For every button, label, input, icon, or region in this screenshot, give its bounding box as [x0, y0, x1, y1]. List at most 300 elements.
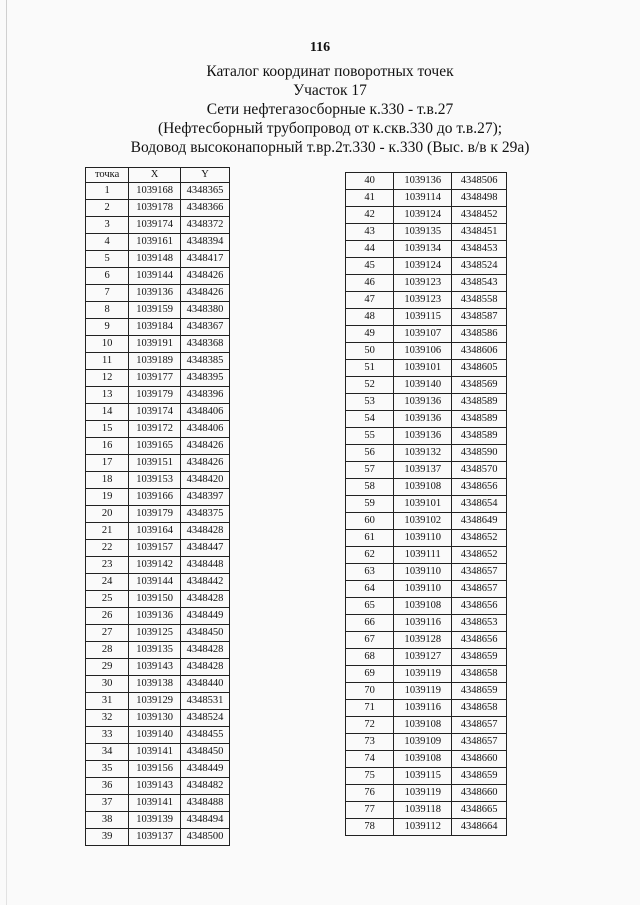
cell-x: 1039108	[394, 751, 452, 768]
cell-point: 6	[86, 268, 129, 285]
cell-point: 25	[86, 591, 129, 608]
table-row	[86, 523, 230, 540]
title-line-5: Водовод высоконапорный т.вр.2т.330 - к.330 (Выс. в/в к 29а)	[130, 139, 530, 156]
cell-point: 22	[86, 540, 129, 557]
cell-x: 1039110	[394, 530, 452, 547]
cell-x: 1039108	[394, 717, 452, 734]
cell-x: 1039101	[394, 360, 452, 377]
cell-y: 4348654	[452, 496, 507, 513]
cell-y: 4348426	[181, 455, 230, 472]
cell-point: 3	[86, 217, 129, 234]
table-row	[86, 234, 230, 251]
table-row	[86, 829, 230, 846]
cell-x: 1039101	[394, 496, 452, 513]
cell-y: 4348396	[181, 387, 230, 404]
cell-y: 4348652	[452, 530, 507, 547]
cell-y: 4348658	[452, 700, 507, 717]
cell-y: 4348660	[452, 751, 507, 768]
cell-point: 40	[346, 173, 394, 190]
cell-x: 1039110	[394, 564, 452, 581]
cell-x: 1039141	[129, 744, 181, 761]
cell-y: 4348367	[181, 319, 230, 336]
cell-x: 1039119	[394, 666, 452, 683]
cell-point: 51	[346, 360, 394, 377]
cell-x: 1039144	[129, 268, 181, 285]
table-row	[346, 258, 507, 275]
cell-y: 4348455	[181, 727, 230, 744]
cell-x: 1039166	[129, 489, 181, 506]
table-row	[346, 734, 507, 751]
cell-x: 1039119	[394, 683, 452, 700]
cell-x: 1039141	[129, 795, 181, 812]
cell-y: 4348653	[452, 615, 507, 632]
cell-y: 4348420	[181, 472, 230, 489]
table-row	[346, 768, 507, 785]
cell-y: 4348482	[181, 778, 230, 795]
cell-x: 1039116	[394, 700, 452, 717]
cell-x: 1039115	[394, 309, 452, 326]
cell-y: 4348656	[452, 479, 507, 496]
cell-point: 78	[346, 819, 394, 836]
cell-point: 49	[346, 326, 394, 343]
cell-point: 63	[346, 564, 394, 581]
table-row	[346, 547, 507, 564]
cell-y: 4348380	[181, 302, 230, 319]
cell-point: 31	[86, 693, 129, 710]
cell-y: 4348558	[452, 292, 507, 309]
table-row	[86, 812, 230, 829]
cell-point: 76	[346, 785, 394, 802]
table-row	[346, 377, 507, 394]
header-x: X	[129, 168, 181, 183]
table-row	[346, 751, 507, 768]
cell-y: 4348570	[452, 462, 507, 479]
cell-x: 1039135	[394, 224, 452, 241]
cell-y: 4348428	[181, 659, 230, 676]
table-row	[346, 530, 507, 547]
cell-x: 1039168	[129, 183, 181, 200]
cell-point: 28	[86, 642, 129, 659]
cell-point: 26	[86, 608, 129, 625]
cell-point: 58	[346, 479, 394, 496]
cell-y: 4348428	[181, 523, 230, 540]
cell-point: 57	[346, 462, 394, 479]
cell-point: 67	[346, 632, 394, 649]
table-row	[86, 200, 230, 217]
table-row	[86, 472, 230, 489]
cell-y: 4348452	[452, 207, 507, 224]
cell-x: 1039164	[129, 523, 181, 540]
table-row	[346, 309, 507, 326]
cell-x: 1039128	[394, 632, 452, 649]
table-row	[346, 326, 507, 343]
cell-point: 53	[346, 394, 394, 411]
cell-y: 4348428	[181, 591, 230, 608]
cell-y: 4348543	[452, 275, 507, 292]
cell-x: 1039115	[394, 768, 452, 785]
cell-point: 60	[346, 513, 394, 530]
cell-point: 16	[86, 438, 129, 455]
cell-point: 68	[346, 649, 394, 666]
page-edge-line	[6, 0, 7, 905]
cell-point: 70	[346, 683, 394, 700]
table-row	[86, 761, 230, 778]
cell-y: 4348531	[181, 693, 230, 710]
table-row	[346, 343, 507, 360]
cell-point: 27	[86, 625, 129, 642]
cell-x: 1039137	[129, 829, 181, 846]
cell-x: 1039143	[129, 659, 181, 676]
table-row	[346, 785, 507, 802]
cell-x: 1039136	[394, 173, 452, 190]
cell-point: 12	[86, 370, 129, 387]
table-row	[346, 513, 507, 530]
cell-x: 1039140	[129, 727, 181, 744]
cell-point: 32	[86, 710, 129, 727]
cell-x: 1039139	[129, 812, 181, 829]
table-row	[86, 285, 230, 302]
table-row	[86, 421, 230, 438]
cell-y: 4348657	[452, 581, 507, 598]
cell-y: 4348589	[452, 411, 507, 428]
table-row	[86, 438, 230, 455]
table-row	[86, 183, 230, 200]
cell-x: 1039130	[129, 710, 181, 727]
cell-point: 42	[346, 207, 394, 224]
cell-y: 4348450	[181, 744, 230, 761]
cell-x: 1039184	[129, 319, 181, 336]
table-row	[86, 744, 230, 761]
cell-point: 41	[346, 190, 394, 207]
cell-x: 1039102	[394, 513, 452, 530]
cell-point: 52	[346, 377, 394, 394]
cell-y: 4348450	[181, 625, 230, 642]
cell-y: 4348524	[452, 258, 507, 275]
cell-y: 4348375	[181, 506, 230, 523]
cell-x: 1039172	[129, 421, 181, 438]
table-row	[86, 489, 230, 506]
cell-x: 1039136	[129, 608, 181, 625]
cell-x: 1039178	[129, 200, 181, 217]
cell-x: 1039159	[129, 302, 181, 319]
cell-x: 1039153	[129, 472, 181, 489]
table-row	[86, 353, 230, 370]
cell-x: 1039124	[394, 258, 452, 275]
cell-x: 1039179	[129, 387, 181, 404]
table-row	[346, 411, 507, 428]
table-row	[346, 819, 507, 836]
table-row	[346, 666, 507, 683]
table-row	[86, 608, 230, 625]
table-row	[346, 462, 507, 479]
cell-x: 1039174	[129, 404, 181, 421]
table-row	[346, 598, 507, 615]
cell-point: 74	[346, 751, 394, 768]
cell-x: 1039114	[394, 190, 452, 207]
cell-x: 1039111	[394, 547, 452, 564]
table-row	[86, 319, 230, 336]
title-line-4: (Нефтесборный трубопровод от к.скв.330 до т.в.27);	[157, 120, 503, 137]
title-line-1: Каталог координат поворотных точек	[206, 63, 454, 80]
cell-y: 4348372	[181, 217, 230, 234]
cell-point: 43	[346, 224, 394, 241]
cell-point: 59	[346, 496, 394, 513]
cell-point: 54	[346, 411, 394, 428]
table-row	[346, 241, 507, 258]
cell-x: 1039106	[394, 343, 452, 360]
cell-point: 64	[346, 581, 394, 598]
cell-y: 4348606	[452, 343, 507, 360]
cell-x: 1039109	[394, 734, 452, 751]
cell-point: 8	[86, 302, 129, 319]
cell-point: 14	[86, 404, 129, 421]
table-row	[86, 642, 230, 659]
table-row	[86, 625, 230, 642]
cell-x: 1039118	[394, 802, 452, 819]
cell-x: 1039161	[129, 234, 181, 251]
table-row	[346, 173, 507, 190]
table-row	[346, 649, 507, 666]
cell-y: 4348664	[452, 819, 507, 836]
cell-y: 4348657	[452, 734, 507, 751]
cell-y: 4348524	[181, 710, 230, 727]
cell-x: 1039112	[394, 819, 452, 836]
table-body-left	[86, 183, 230, 846]
cell-y: 4348657	[452, 717, 507, 734]
cell-x: 1039177	[129, 370, 181, 387]
cell-x: 1039116	[394, 615, 452, 632]
cell-y: 4348426	[181, 438, 230, 455]
cell-y: 4348449	[181, 608, 230, 625]
cell-y: 4348657	[452, 564, 507, 581]
cell-point: 1	[86, 183, 129, 200]
cell-x: 1039140	[394, 377, 452, 394]
cell-x: 1039156	[129, 761, 181, 778]
table-row	[86, 251, 230, 268]
cell-point: 71	[346, 700, 394, 717]
table-row	[86, 778, 230, 795]
cell-x: 1039108	[394, 479, 452, 496]
cell-y: 4348587	[452, 309, 507, 326]
table-row	[86, 591, 230, 608]
cell-y: 4348453	[452, 241, 507, 258]
cell-point: 24	[86, 574, 129, 591]
cell-point: 23	[86, 557, 129, 574]
cell-point: 45	[346, 258, 394, 275]
table-row	[86, 676, 230, 693]
table-row	[86, 336, 230, 353]
table-row	[346, 496, 507, 513]
cell-y: 4348500	[181, 829, 230, 846]
cell-point: 7	[86, 285, 129, 302]
cell-x: 1039134	[394, 241, 452, 258]
table-row	[346, 275, 507, 292]
table-row	[86, 217, 230, 234]
cell-point: 39	[86, 829, 129, 846]
cell-x: 1039125	[129, 625, 181, 642]
table-row	[86, 795, 230, 812]
cell-y: 4348586	[452, 326, 507, 343]
cell-y: 4348488	[181, 795, 230, 812]
table-row	[346, 717, 507, 734]
cell-point: 73	[346, 734, 394, 751]
cell-x: 1039135	[129, 642, 181, 659]
cell-x: 1039123	[394, 275, 452, 292]
header-y: Y	[181, 168, 230, 183]
cell-x: 1039138	[129, 676, 181, 693]
cell-y: 4348660	[452, 785, 507, 802]
cell-y: 4348656	[452, 632, 507, 649]
cell-y: 4348451	[452, 224, 507, 241]
cell-x: 1039119	[394, 785, 452, 802]
cell-point: 47	[346, 292, 394, 309]
cell-point: 35	[86, 761, 129, 778]
cell-point: 19	[86, 489, 129, 506]
cell-y: 4348366	[181, 200, 230, 217]
table-row	[86, 387, 230, 404]
cell-x: 1039174	[129, 217, 181, 234]
cell-y: 4348397	[181, 489, 230, 506]
cell-y: 4348665	[452, 802, 507, 819]
cell-point: 29	[86, 659, 129, 676]
table-row	[346, 802, 507, 819]
table-row	[86, 710, 230, 727]
cell-y: 4348394	[181, 234, 230, 251]
cell-x: 1039191	[129, 336, 181, 353]
coordinates-table-right	[345, 172, 507, 836]
cell-y: 4348652	[452, 547, 507, 564]
table-row	[346, 615, 507, 632]
table-row	[86, 574, 230, 591]
cell-x: 1039136	[129, 285, 181, 302]
cell-y: 4348426	[181, 268, 230, 285]
cell-y: 4348448	[181, 557, 230, 574]
cell-x: 1039143	[129, 778, 181, 795]
cell-x: 1039136	[394, 428, 452, 445]
cell-y: 4348569	[452, 377, 507, 394]
cell-y: 4348658	[452, 666, 507, 683]
cell-x: 1039108	[394, 598, 452, 615]
table-row	[346, 394, 507, 411]
cell-y: 4348449	[181, 761, 230, 778]
table-row	[346, 564, 507, 581]
table-row	[86, 540, 230, 557]
table-row	[86, 268, 230, 285]
table-row	[346, 632, 507, 649]
table-row	[86, 302, 230, 319]
cell-x: 1039157	[129, 540, 181, 557]
cell-point: 50	[346, 343, 394, 360]
table-row	[86, 404, 230, 421]
title-line-2: Участок 17	[293, 82, 367, 99]
table-row	[86, 557, 230, 574]
cell-x: 1039150	[129, 591, 181, 608]
cell-y: 4348406	[181, 404, 230, 421]
cell-y: 4348506	[452, 173, 507, 190]
cell-point: 36	[86, 778, 129, 795]
cell-x: 1039124	[394, 207, 452, 224]
cell-x: 1039142	[129, 557, 181, 574]
cell-x: 1039137	[394, 462, 452, 479]
cell-point: 56	[346, 445, 394, 462]
cell-y: 4348385	[181, 353, 230, 370]
cell-x: 1039129	[129, 693, 181, 710]
table-row	[346, 428, 507, 445]
cell-y: 4348590	[452, 445, 507, 462]
table-row	[346, 445, 507, 462]
cell-point: 69	[346, 666, 394, 683]
cell-point: 37	[86, 795, 129, 812]
cell-point: 11	[86, 353, 129, 370]
cell-point: 44	[346, 241, 394, 258]
table-row	[346, 190, 507, 207]
coordinates-table-left	[85, 167, 230, 846]
cell-point: 34	[86, 744, 129, 761]
cell-y: 4348417	[181, 251, 230, 268]
cell-point: 21	[86, 523, 129, 540]
cell-y: 4348659	[452, 649, 507, 666]
cell-x: 1039148	[129, 251, 181, 268]
cell-point: 46	[346, 275, 394, 292]
cell-x: 1039144	[129, 574, 181, 591]
title-line-3: Сети нефтегазосборные к.330 - т.в.27	[206, 101, 454, 118]
table-row	[346, 581, 507, 598]
cell-y: 4348589	[452, 428, 507, 445]
cell-point: 33	[86, 727, 129, 744]
cell-point: 65	[346, 598, 394, 615]
cell-point: 10	[86, 336, 129, 353]
cell-point: 18	[86, 472, 129, 489]
table-row	[86, 506, 230, 523]
cell-point: 15	[86, 421, 129, 438]
cell-y: 4348395	[181, 370, 230, 387]
table-row	[346, 207, 507, 224]
cell-x: 1039110	[394, 581, 452, 598]
cell-y: 4348426	[181, 285, 230, 302]
cell-point: 61	[346, 530, 394, 547]
cell-point: 66	[346, 615, 394, 632]
cell-x: 1039136	[394, 394, 452, 411]
cell-point: 9	[86, 319, 129, 336]
cell-y: 4348656	[452, 598, 507, 615]
cell-point: 30	[86, 676, 129, 693]
table-row	[86, 455, 230, 472]
cell-y: 4348406	[181, 421, 230, 438]
cell-y: 4348589	[452, 394, 507, 411]
cell-x: 1039165	[129, 438, 181, 455]
cell-y: 4348659	[452, 683, 507, 700]
table-body-right	[346, 173, 507, 836]
cell-point: 4	[86, 234, 129, 251]
cell-x: 1039132	[394, 445, 452, 462]
table-row	[346, 360, 507, 377]
cell-point: 17	[86, 455, 129, 472]
cell-y: 4348368	[181, 336, 230, 353]
cell-y: 4348447	[181, 540, 230, 557]
table-row	[86, 693, 230, 710]
cell-point: 72	[346, 717, 394, 734]
cell-y: 4348442	[181, 574, 230, 591]
cell-y: 4348605	[452, 360, 507, 377]
table-header-row	[86, 168, 230, 183]
cell-point: 2	[86, 200, 129, 217]
table-row	[346, 292, 507, 309]
cell-y: 4348440	[181, 676, 230, 693]
cell-y: 4348659	[452, 768, 507, 785]
cell-x: 1039123	[394, 292, 452, 309]
table-row	[346, 683, 507, 700]
cell-y: 4348428	[181, 642, 230, 659]
